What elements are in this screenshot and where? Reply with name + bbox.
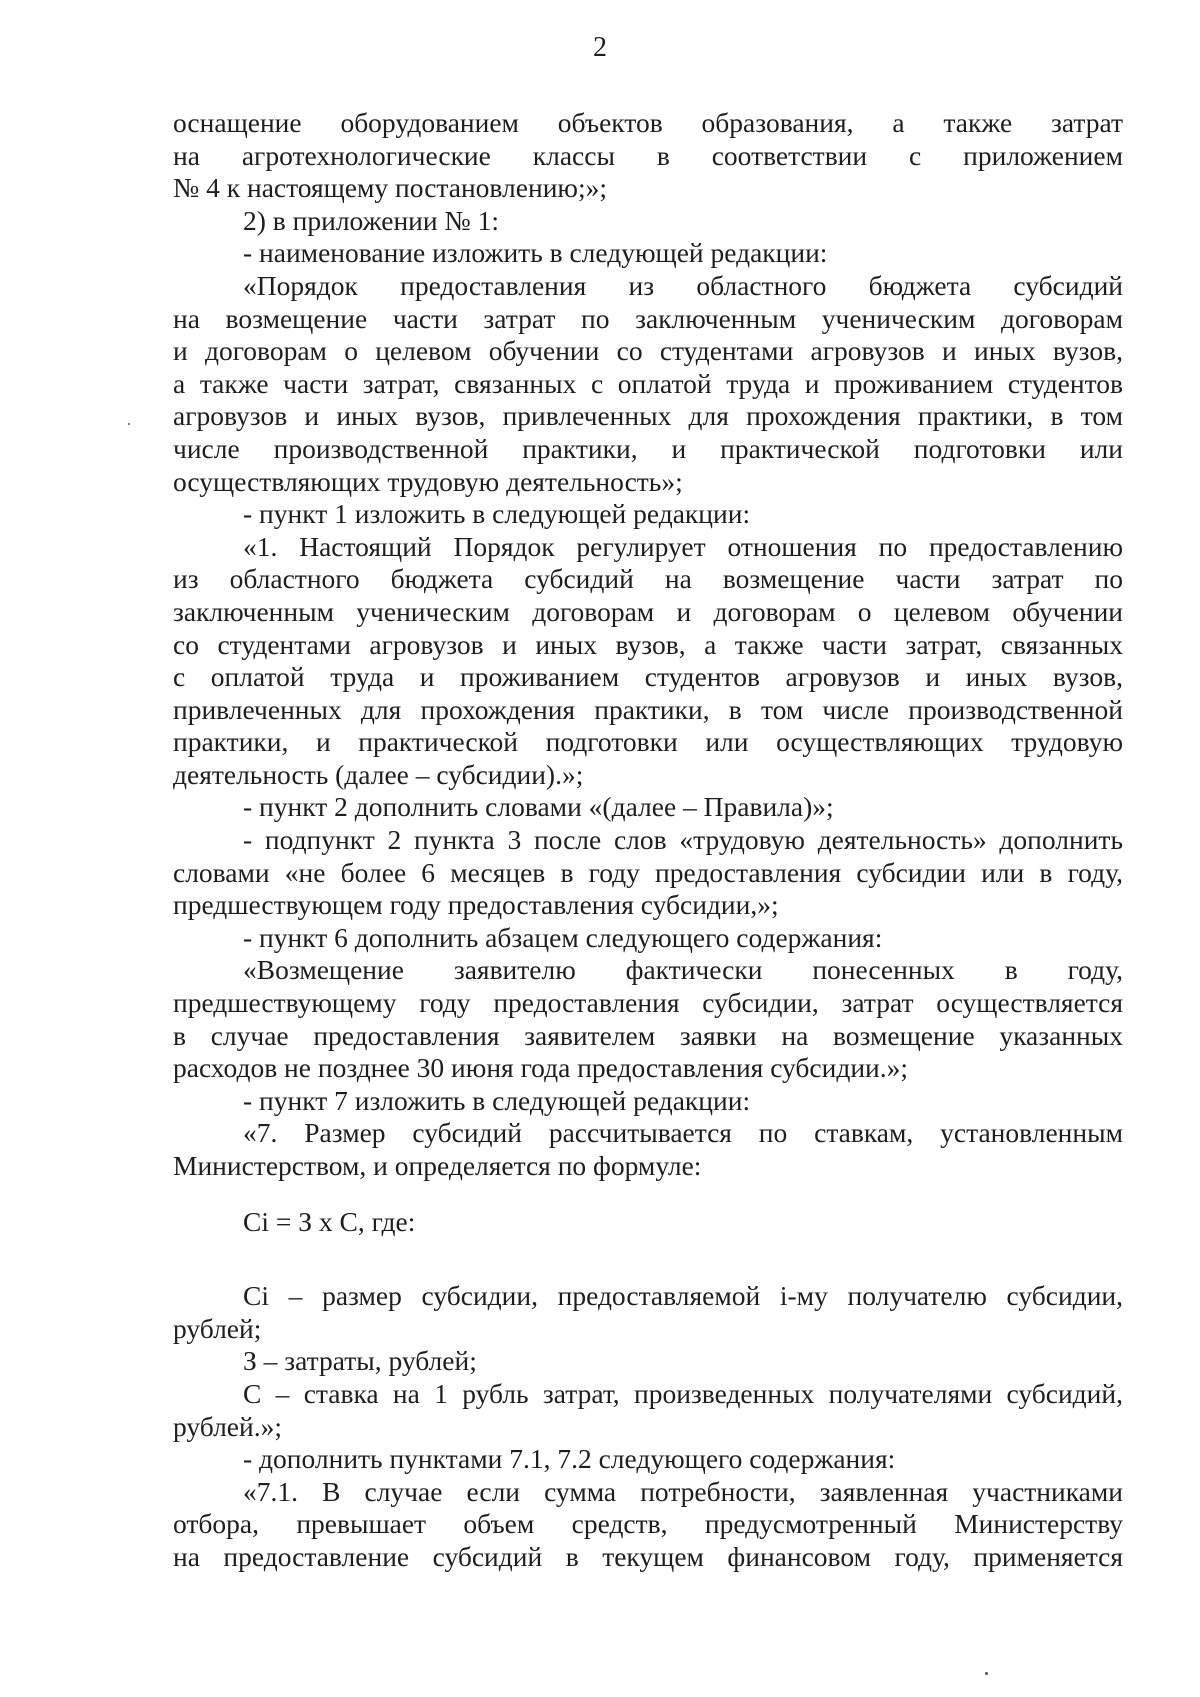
text-line: числе производственной практики, и практической подготовки или (173, 432, 1123, 464)
text-line: агровузов и иных вузов, привлеченных для прохождения практики, в том (173, 400, 1123, 432)
text-line: практики, и практической подготовки или осуществляющих трудовую (173, 726, 1123, 758)
text-line: оснащение оборудованием объектов образования, а также затрат (173, 107, 1123, 138)
text-line: - наименование изложить в следующей редакции: (243, 237, 828, 269)
text-line: - пункт 1 изложить в следующей редакции: (243, 498, 751, 530)
text-line: а также части затрат, связанных с оплатой труда и проживанием студентов (173, 367, 1123, 399)
text-line: привлеченных для прохождения практики, в том числе производственной (173, 693, 1123, 725)
document-body (173, 107, 1123, 1574)
text-line: и договорам о целевом обучении со студентами агровузов и иных вузов, (173, 335, 1123, 367)
text-line: со студентами агровузов и иных вузов, а также части затрат, связанных (173, 628, 1123, 660)
text-line: - пункт 2 дополнить словами «(далее – Правила)»; (243, 791, 834, 823)
formula: Ci = З х С, где: (243, 1205, 416, 1237)
spacer (173, 1238, 1123, 1280)
text-line: предшествующему году предоставления субсидии, затрат осуществляется (173, 987, 1123, 1019)
text-line: Министерством, и определяется по формуле: (173, 1150, 702, 1181)
text-line: «7. Размер субсидий рассчитывается по ставкам, установленным (243, 1117, 1123, 1149)
text-line: Ci – размер субсидии, предоставляемой i-му получателю субсидии, (243, 1280, 1123, 1312)
text-line: 2) в приложении № 1: (243, 204, 499, 236)
text-line: - дополнить пунктами 7.1, 7.2 следующего содержания: (243, 1443, 896, 1475)
text-line: на агротехнологические классы в соответствии с приложением (173, 139, 1123, 171)
text-line: на предоставление субсидий в текущем финансовом году, применяется (173, 1540, 1123, 1572)
text-line: «1. Настоящий Порядок регулирует отношения по предоставлению (243, 530, 1123, 562)
text-line: рублей.»; (173, 1410, 282, 1442)
text-line: З – затраты, рублей; (243, 1345, 477, 1377)
text-line: рублей; (173, 1312, 262, 1344)
text-line: - пункт 6 дополнить абзацем следующего содержания: (243, 921, 883, 953)
text-line: заключенным ученическим договорам и договорам о целевом обучении (173, 595, 1123, 627)
text-line: отбора, превышает объем средств, предусмотренный Министерству (173, 1508, 1123, 1540)
text-line: предшествующем году предоставления субсидии,»; (173, 889, 779, 921)
spacer (173, 1183, 1123, 1206)
text-line: «Возмещение заявителю фактически понесенных в году, (243, 954, 1123, 986)
text-line: осуществляющих трудовую деятельность»; (173, 465, 683, 497)
text-line: - подпункт 2 пункта 3 после слов «трудовую деятельность» дополнить (243, 824, 1123, 856)
page-number: 2 (593, 32, 607, 63)
text-line: деятельность (далее – субсидии).»; (173, 758, 584, 790)
text-line: «7.1. В случае если сумма потребности, заявленная участниками (243, 1475, 1123, 1507)
text-line: С – ставка на 1 рубль затрат, произведенных получателями субсидий, (243, 1377, 1123, 1409)
scan-speck (985, 1672, 988, 1675)
text-line: - пункт 7 изложить в следующей редакции: (243, 1084, 751, 1116)
text-line: расходов не позднее 30 июня года предоставления субсидии.»; (173, 1052, 909, 1084)
scan-speck (128, 423, 130, 425)
text-line: № 4 к настоящему постановлению;»; (173, 172, 607, 204)
text-line: из областного бюджета субсидий на возмещение части затрат по (173, 563, 1123, 595)
text-line: на возмещение части затрат по заключенным ученическим договорам (173, 302, 1123, 334)
text-line: «Порядок предоставления из областного бюджета субсидий (243, 269, 1123, 301)
text-line: с оплатой труда и проживанием студентов агровузов и иных вузов, (173, 661, 1123, 693)
text-line: словами «не более 6 месяцев в году предоставления субсидии или в году, (173, 856, 1123, 888)
text-line: в случае предоставления заявителем заявки на возмещение указанных (173, 1019, 1123, 1051)
